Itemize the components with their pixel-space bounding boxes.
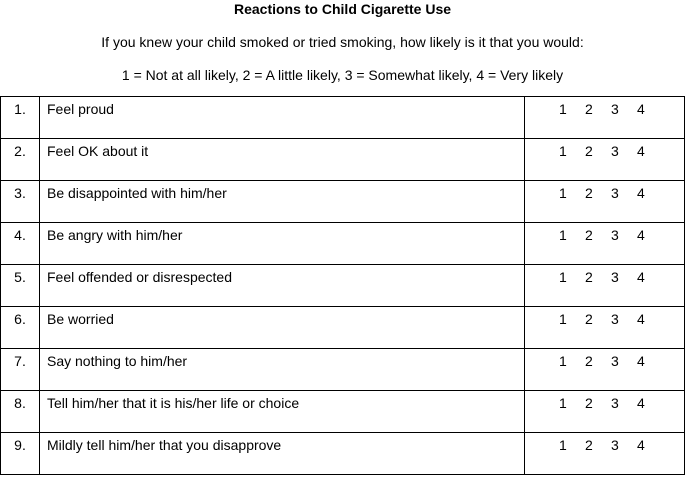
items-table	[0, 96, 685, 475]
response-option[interactable]: 3	[611, 269, 619, 285]
table-row	[1, 181, 685, 223]
item-number: 5.	[1, 265, 40, 307]
response-option[interactable]: 2	[585, 185, 593, 201]
response-options	[525, 97, 685, 139]
item-text: Be angry with him/her	[40, 223, 525, 265]
response-option[interactable]: 2	[585, 437, 593, 453]
item-number: 4.	[1, 223, 40, 265]
page-title: Reactions to Child Cigarette Use	[233, 1, 452, 17]
response-options-group	[525, 184, 684, 202]
response-option[interactable]: 3	[611, 101, 619, 117]
response-option[interactable]: 4	[637, 185, 645, 201]
response-option[interactable]: 2	[585, 227, 593, 243]
response-options-group	[525, 268, 684, 286]
item-number: 6.	[1, 307, 40, 349]
response-option[interactable]: 1	[559, 437, 567, 453]
response-option[interactable]: 4	[637, 395, 645, 411]
response-options-group	[525, 394, 684, 412]
table-row	[1, 139, 685, 181]
table-row	[1, 391, 685, 433]
response-option[interactable]: 1	[559, 395, 567, 411]
instruction-text: If you knew your child smoked or tried smoking, how likely is it that you would:	[101, 34, 584, 50]
response-option[interactable]: 4	[637, 437, 645, 453]
response-option[interactable]: 4	[637, 227, 645, 243]
response-option[interactable]: 1	[559, 227, 567, 243]
response-options	[525, 223, 685, 265]
response-option[interactable]: 1	[559, 143, 567, 159]
response-options	[525, 181, 685, 223]
response-option[interactable]: 2	[585, 311, 593, 327]
item-text: Feel offended or disrespected	[40, 265, 525, 307]
item-number: 3.	[1, 181, 40, 223]
response-options	[525, 433, 685, 475]
response-option[interactable]: 1	[559, 353, 567, 369]
item-number: 1.	[1, 97, 40, 139]
response-option[interactable]: 4	[637, 353, 645, 369]
table-row	[1, 97, 685, 139]
table-row	[1, 307, 685, 349]
item-number: 9.	[1, 433, 40, 475]
response-option[interactable]: 2	[585, 143, 593, 159]
response-option[interactable]: 1	[559, 311, 567, 327]
response-options-group	[525, 310, 684, 328]
response-option[interactable]: 2	[585, 395, 593, 411]
response-options-group	[525, 226, 684, 244]
items-table-body	[1, 97, 685, 475]
response-options	[525, 391, 685, 433]
item-text: Tell him/her that it is his/her life or choice	[40, 391, 525, 433]
response-option[interactable]: 1	[559, 101, 567, 117]
item-text: Feel OK about it	[40, 139, 525, 181]
response-option[interactable]: 1	[559, 185, 567, 201]
response-options	[525, 265, 685, 307]
response-option[interactable]: 1	[559, 269, 567, 285]
table-row	[1, 223, 685, 265]
response-option[interactable]: 2	[585, 353, 593, 369]
response-options	[525, 139, 685, 181]
table-row	[1, 265, 685, 307]
response-options	[525, 307, 685, 349]
response-option[interactable]: 3	[611, 143, 619, 159]
response-options-group	[525, 100, 684, 118]
item-number: 7.	[1, 349, 40, 391]
response-option[interactable]: 3	[611, 185, 619, 201]
item-text: Say nothing to him/her	[40, 349, 525, 391]
response-option[interactable]: 3	[611, 353, 619, 369]
response-option[interactable]: 3	[611, 311, 619, 327]
table-row	[1, 433, 685, 475]
response-option[interactable]: 3	[611, 227, 619, 243]
scale-legend: 1 = Not at all likely, 2 = A little likely, 3 = Somewhat likely, 4 = Very likely	[121, 67, 564, 83]
response-option[interactable]: 4	[637, 269, 645, 285]
table-row	[1, 349, 685, 391]
response-option[interactable]: 4	[637, 101, 645, 117]
response-options-group	[525, 436, 684, 454]
response-option[interactable]: 3	[611, 437, 619, 453]
response-option[interactable]: 4	[637, 311, 645, 327]
item-text: Be worried	[40, 307, 525, 349]
response-options	[525, 349, 685, 391]
item-text: Mildly tell him/her that you disapprove	[40, 433, 525, 475]
item-text: Be disappointed with him/her	[40, 181, 525, 223]
response-options-group	[525, 142, 684, 160]
response-options-group	[525, 352, 684, 370]
item-text: Feel proud	[40, 97, 525, 139]
item-number: 8.	[1, 391, 40, 433]
response-option[interactable]: 2	[585, 269, 593, 285]
item-number: 2.	[1, 139, 40, 181]
response-option[interactable]: 2	[585, 101, 593, 117]
response-option[interactable]: 4	[637, 143, 645, 159]
response-option[interactable]: 3	[611, 395, 619, 411]
